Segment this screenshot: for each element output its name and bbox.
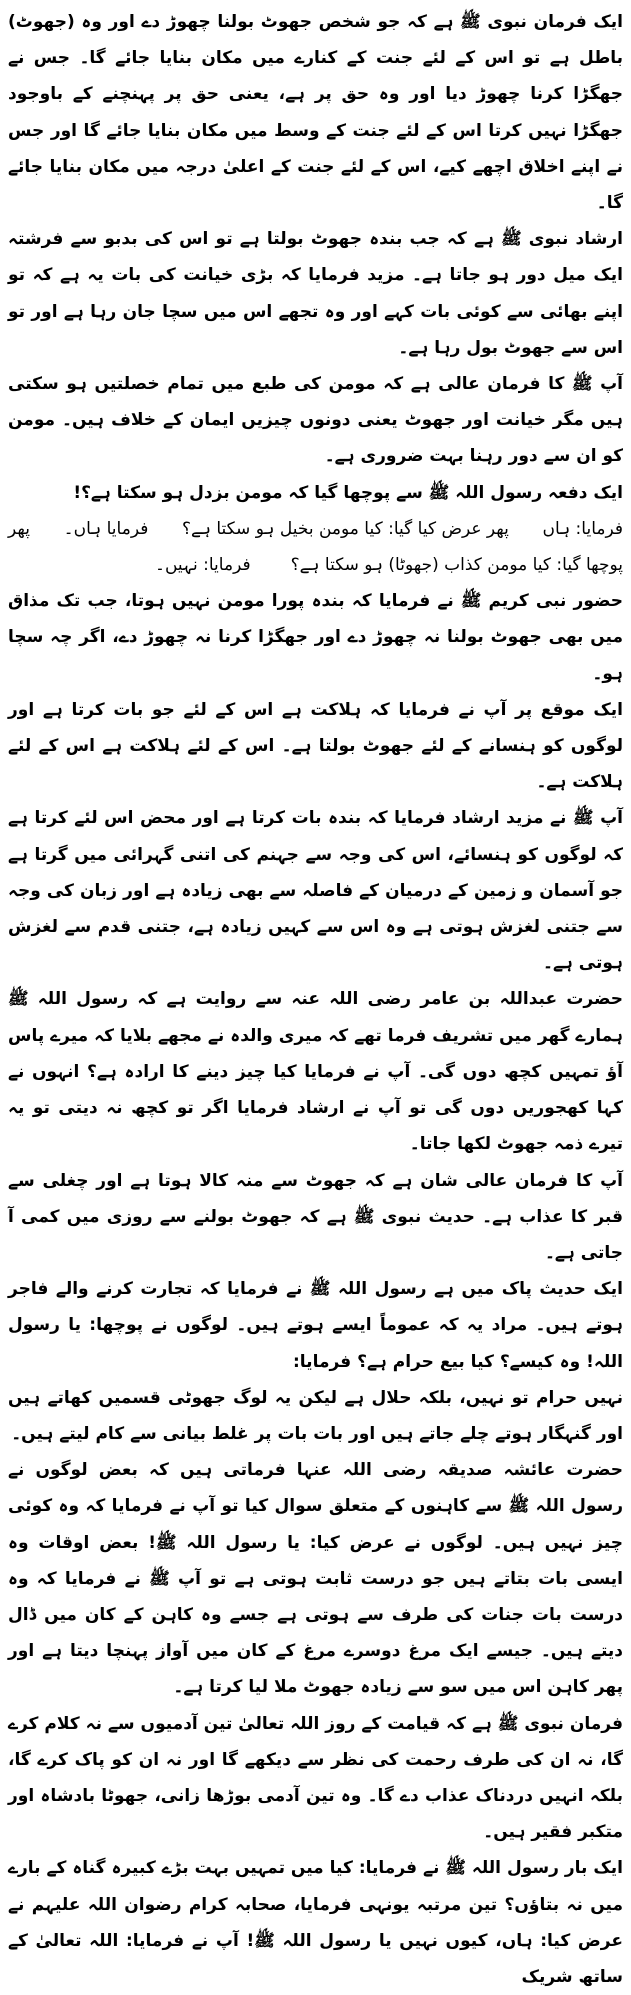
paragraph-11: نہیں حرام تو نہیں، بلکہ حلال ہے لیکن یہ لوگ جھوٹی قسمیں کھاتے ہیں اور گنہگار ہوتے چلے جاتے ہیں اور بات بات پر غلط بیانی سے کام لیتے ہیں۔ [8, 1387, 623, 1444]
paragraph-5: حضور نبی کریم ﷺ نے فرمایا کہ بندہ پورا مومن نہیں ہوتا، جب تک مذاق میں بھی جھوٹ بولنا نہ چھوڑ دے اور جھگڑا کرنا نہ چھوڑ دے، اگر چہ سچا ہو۔ [8, 591, 623, 684]
qa-answer-no: فرمایا: نہیں۔ [155, 555, 251, 576]
paragraph-10: ایک حدیث پاک میں ہے رسول اللہ ﷺ نے فرمایا کہ تجارت کرنے والے فاجر ہوتے ہیں۔ مراد یہ کہ عموماً ایسے ہوتے ہیں۔ لوگوں نے پوچھا: یا رسول اللہ! وہ کیسے؟ کیا بیع حرام ہے؟ فرمایا: [8, 1279, 623, 1372]
paragraph-14: ایک بار رسول اللہ ﷺ نے فرمایا: کیا میں تمہیں بہت بڑے کبیرہ گناہ کے بارے میں نہ بتاؤں؟ تین مرتبہ یونہی فرمایا، صحابہ کرام رضوان اللہ علیہم نے عرض کیا: ہاں، کیوں نہیں یا رسول اللہ ﷺ! آپ نے فرمایا: اللہ تعالیٰ کے ساتھ شریک [8, 1858, 623, 1987]
paragraph-2: ارشاد نبوی ﷺ ہے کہ جب بندہ جھوٹ بولتا ہے تو اس کی بدبو سے فرشتہ ایک میل دور ہو جاتا ہے۔ مزید فرمایا کہ بڑی خیانت کی بات یہ ہے کہ تو اپنے بھائی سے کوئی بات کہے اور وہ تجھے اس میں سچا جان رہا ہے اور تو اس سے جھوٹ بول رہا ہے۔ [8, 229, 623, 358]
qa-then: پھر [8, 518, 30, 539]
paragraph-1: ایک فرمان نبوی ﷺ ہے کہ جو شخص جھوٹ بولنا چھوڑ دے اور وہ (جھوٹ) باطل ہے تو اس کے لئے جنت کے کنارے میں مکان بنایا جائے گا۔ جس نے جھگڑا کرنا چھوڑ دیا اور وہ حق پر ہے، یعنی حق پر پہنچنے کے باوجود جھگڑا نہیں کرتا اس کے لئے جنت کے وسط میں مکان بنایا جائے گا اور جس نے اپنے اخلاق اچھے کیے، اس کے لئے جنت کے اعلیٰ درجہ میں مکان بنایا جائے گا۔ [8, 12, 623, 214]
paragraph-13: فرمان نبوی ﷺ ہے کہ قیامت کے روز اللہ تعالیٰ تین آدمیوں سے نہ کلام کرے گا، نہ ان کی طرف رحمت کی نظر سے دیکھے گا اور نہ ان کو پاک کرے گا، بلکہ انہیں دردناک عذاب دے گا۔ وہ تین آدمی بوڑھا زانی، جھوٹا بادشاہ اور متکبر فقیر ہیں۔ [8, 1713, 623, 1843]
paragraph-4: ایک دفعہ رسول اللہ ﷺ سے پوچھا گیا کہ مومن بزدل ہو سکتا ہے؟! [73, 482, 623, 503]
paragraph-3: آپ ﷺ کا فرمان عالی ہے کہ مومن کی طبع میں تمام خصلتیں ہو سکتی ہیں مگر خیانت اور جھوٹ یعنی دونوں چیزیں ایمان کے خلاف ہیں۔ مومن کو ان سے دور رہنا بہت ضروری ہے۔ [8, 374, 623, 467]
paragraph-7: آپ ﷺ نے مزید ارشاد فرمایا کہ بندہ بات کرتا ہے اور محض اس لئے کرتا ہے کہ لوگوں کو ہنسائے، اس کی وجہ سے جہنم کی اتنی گہرائی میں گرتا ہے جو آسمان و زمین کے درمیان کے فاصلہ سے بھی زیادہ ہے اور زبان کی وجہ سے جتنی لغزش ہوتی ہے وہ اس سے کہیں زیادہ ہے، جتنی قدم سے لغزش ہوتی ہے۔ [8, 808, 623, 974]
paragraph-8: حضرت عبداللہ بن عامر رضی اللہ عنہ سے روایت ہے کہ رسول اللہ ﷺ ہمارے گھر میں تشریف فرما تھے کہ میری والدہ نے مجھے بلایا کہ میرے پاس آؤ تمہیں کچھ دوں گی۔ آپ نے فرمایا کیا چیز دینے کا ارادہ ہے؟ انہوں نے کہا کھجوریں دوں گی تو آپ نے ارشاد فرمایا اگر تو کچھ نہ دیتی تو یہ تیرے ذمہ جھوٹ لکھا جاتا۔ [8, 989, 623, 1155]
paragraph-6: ایک موقع پر آپ نے فرمایا کہ ہلاکت ہے اس کے لئے جو بات کرتا ہے اور لوگوں کو ہنسانے کے لئے جھوٹ بولتا ہے۔ اس کے لئے ہلاکت ہے اس کے لئے ہلاکت ہے۔ [8, 699, 623, 793]
qa-row-2 [8, 547, 623, 583]
qa-answer-yes: فرمایا: ہاں [542, 518, 623, 539]
qa-answer-yes-2: فرمایا ہاں۔ [63, 518, 149, 539]
qa-question-liar: پوچھا گیا: کیا مومن کذاب (جھوٹا) ہو سکتا ہے؟ [290, 555, 623, 576]
paragraph-9: آپ کا فرمان عالی شان ہے کہ جھوٹ سے منہ کالا ہوتا ہے اور چغلی سے قبر کا عذاب ہے۔ حدیث نبوی ﷺ ہے کہ جھوٹ بولنے سے روزی میں کمی آ جاتی ہے۔ [8, 1170, 623, 1263]
qa-row-1 [8, 511, 623, 547]
qa-question-miser: پھر عرض کیا گیا: کیا مومن بخیل ہو سکتا ہے؟ [182, 518, 509, 539]
paragraph-12: حضرت عائشہ صدیقہ رضی اللہ عنہا فرماتی ہیں کہ بعض لوگوں نے رسول اللہ ﷺ سے کاہنوں کے متعلق سوال کیا تو آپ نے فرمایا کہ وہ کوئی چیز نہیں ہیں۔ لوگوں نے عرض کیا: یا رسول اللہ ﷺ! بعض اوقات وہ ایسی بات بتاتے ہیں جو درست ثابت ہوتی ہے تو آپ ﷺ نے فرمایا کہ وہ درست بات جنات کی طرف سے ہوتی ہے جسے وہ کاہن کے کان میں ڈال دیتے ہیں۔ جیسے ایک مرغ دوسرے مرغ کے کان میں آواز پہنچا دیتا ہے اور پھر کاہن اس میں سو سے زیادہ جھوٹ ملا لیا کرتا ہے۔ [8, 1460, 623, 1698]
